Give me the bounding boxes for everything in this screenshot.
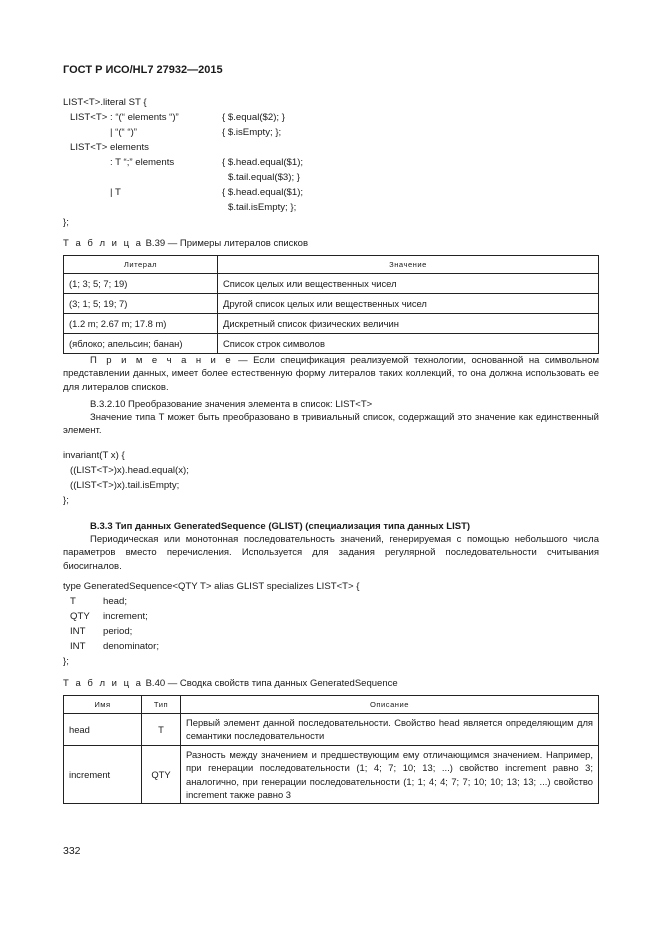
code-line: $.tail.isEmpty; }; xyxy=(228,202,297,213)
code-line: : T “;” elements xyxy=(110,157,175,168)
code-line: LIST<T> : “(“ elements “)” xyxy=(70,112,179,123)
section-text: Периодическая или монотонная последовательность значений, генерируемая с помощью небольшого числа параметров вместо перечисления. Используется для задания регулярной последовательности считывания биосигналов. xyxy=(63,534,599,572)
table-cell: (1.2 m; 2.67 m; 17.8 m) xyxy=(64,314,218,334)
column-header: Литерал xyxy=(64,256,218,274)
code-type: INT xyxy=(70,626,86,637)
table-cell: Разность между значением и предшествующим ему отличающимся значением. Например, при генерации последовательности (1; 4; 7; 10; 13; ...) свойство increment равно 3; аналогично, при генерации последовательности (1; 1; 4; 4; 7; 7; 10; 10; 13; 13; ...) свойство increment также равно 3 xyxy=(181,745,599,804)
table-caption xyxy=(63,678,398,689)
code-line: { $.isEmpty; }; xyxy=(222,127,282,138)
table-row xyxy=(64,294,599,314)
table-cell: head xyxy=(64,714,142,746)
code-field: head; xyxy=(103,596,128,607)
code-line: $.tail.equal($3); } xyxy=(228,172,300,183)
code-field: denominator; xyxy=(103,641,159,652)
code-line: type GeneratedSequence<QTY T> alias GLIST specializes LIST<T> { xyxy=(63,581,360,592)
code-line: { $.equal($2); } xyxy=(222,112,285,123)
table-cell: T xyxy=(142,714,181,746)
section-title: B.3.2.10 Преобразование значения элемента в список: LIST<T> xyxy=(90,399,373,410)
table-caption-prefix: Т а б л и ц а xyxy=(63,678,143,689)
table-caption xyxy=(63,238,308,249)
table-cell: Другой список целых или вещественных чисел xyxy=(218,294,599,314)
code-field: period; xyxy=(103,626,133,637)
document-header: ГОСТ Р ИСО/HL7 27932—2015 xyxy=(63,64,223,76)
table-cell: increment xyxy=(64,745,142,804)
table-row xyxy=(64,314,599,334)
code-field: increment; xyxy=(103,611,148,622)
code-line: invariant(T x) { xyxy=(63,450,125,461)
code-line: }; xyxy=(63,656,69,667)
code-line: LIST<T>.literal ST { xyxy=(63,97,147,108)
table-cell: (3; 1; 5; 19; 7) xyxy=(64,294,218,314)
code-type: QTY xyxy=(70,611,90,622)
code-type: T xyxy=(70,596,76,607)
table-cell: Первый элемент данной последовательности. Свойство head является определяющим для семантики последовательности xyxy=(181,714,599,746)
column-header: Значение xyxy=(218,256,599,274)
code-line: }; xyxy=(63,495,69,506)
note-text: — Если спецификация реализуемой технологии, основанной на символьном представлении данных, имеет более естественную форму литералов таких коллекций, то она должна использовать ее для литералов списков. xyxy=(63,355,599,393)
code-line: | T xyxy=(110,187,121,198)
table-cell: Список целых или вещественных чисел xyxy=(218,274,599,294)
code-line: ((LIST<T>)x).tail.isEmpty; xyxy=(70,480,180,491)
table-list-literals xyxy=(63,255,599,354)
table-row xyxy=(64,334,599,354)
section-text: Значение типа T может быть преобразовано в тривиальный список, содержащий это значение как единственный элемент. xyxy=(63,412,599,437)
code-type: INT xyxy=(70,641,86,652)
code-line: LIST<T> elements xyxy=(70,142,149,153)
page-number: 332 xyxy=(63,845,81,857)
code-line: }; xyxy=(63,217,69,228)
code-line: | “(“ “)” xyxy=(110,127,137,138)
section-heading: B.3.3 Тип данных GeneratedSequence (GLIST) (специализация типа данных LIST) xyxy=(90,521,471,532)
table-cell: (1; 3; 5; 7; 19) xyxy=(64,274,218,294)
code-line: { $.head.equal($1); xyxy=(222,157,304,168)
table-caption-prefix: Т а б л и ц а xyxy=(63,238,143,249)
table-row xyxy=(64,274,599,294)
table-row xyxy=(64,714,599,746)
table-cell: Список строк символов xyxy=(218,334,599,354)
code-line: ((LIST<T>)x).head.equal(x); xyxy=(70,465,189,476)
column-header: Имя xyxy=(64,696,142,714)
table-caption-text: B.39 — Примеры литералов списков xyxy=(145,238,309,249)
table-generated-sequence-properties xyxy=(63,695,599,804)
table-cell: (яблоко; апельсин; банан) xyxy=(64,334,218,354)
table-cell: Дискретный список физических величин xyxy=(218,314,599,334)
table-caption-text: B.40 — Сводка свойств типа данных GeneratedSequence xyxy=(145,678,398,689)
column-header: Описание xyxy=(181,696,599,714)
code-line: { $.head.equal($1); xyxy=(222,187,304,198)
note-paragraph xyxy=(63,354,599,394)
table-cell: QTY xyxy=(142,745,181,804)
column-header: Тип xyxy=(142,696,181,714)
table-header-row xyxy=(64,256,599,274)
table-header-row xyxy=(64,696,599,714)
table-row xyxy=(64,745,599,804)
note-label: П р и м е ч а н и е xyxy=(90,355,233,366)
